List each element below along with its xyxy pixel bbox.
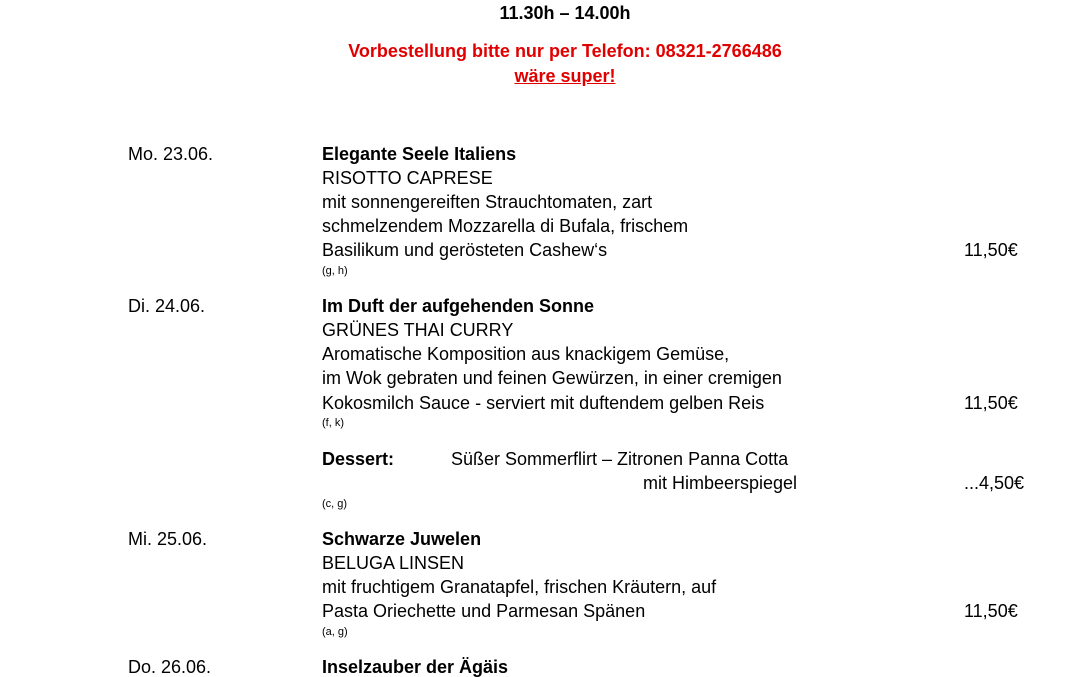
dish-description-line: schmelzendem Mozzarella di Bufala, frischem bbox=[322, 216, 689, 236]
dish-title: Inselzauber der Ägäis bbox=[322, 657, 509, 677]
dish-description-line: Pasta Oriechette und Parmesan Spänen bbox=[322, 601, 646, 621]
dessert-name: Süßer Sommerflirt – Zitronen Panna Cotta bbox=[451, 449, 789, 469]
dish-description-line: Basilikum und gerösteten Cashew‘s bbox=[322, 240, 608, 260]
day-label: Mi. 25.06. bbox=[128, 529, 208, 549]
dish-title: Im Duft der aufgehenden Sonne bbox=[322, 296, 595, 316]
opening-hours: 11.30h – 14.00h bbox=[499, 3, 631, 23]
day-label: Di. 24.06. bbox=[128, 296, 206, 316]
dish-name: GRÜNES THAI CURRY bbox=[322, 320, 514, 340]
dessert-name-continued: mit Himbeerspiegel bbox=[643, 473, 798, 493]
dish-description-line: im Wok gebraten und feinen Gewürzen, in einer cremigen bbox=[322, 368, 782, 388]
dish-description-line: Kokosmilch Sauce - serviert mit duftendem gelben Reis bbox=[322, 393, 765, 413]
allergen-codes: (g, h) bbox=[322, 265, 348, 277]
allergen-codes: (c, g) bbox=[322, 498, 348, 510]
preorder-notice-phone: Vorbestellung bitte nur per Telefon: 08321-2766486 bbox=[348, 41, 782, 61]
dish-price: 11,50€ bbox=[964, 601, 1018, 621]
dessert-label: Dessert: bbox=[322, 449, 395, 469]
dish-title: Schwarze Juwelen bbox=[322, 529, 482, 549]
dish-description-line: mit sonnengereiften Strauchtomaten, zart bbox=[322, 192, 653, 212]
dish-name: RISOTTO CAPRESE bbox=[322, 168, 493, 188]
allergen-codes: (f, k) bbox=[322, 417, 344, 429]
dessert-price: ...4,50€ bbox=[964, 473, 1025, 493]
dish-description-line: Aromatische Komposition aus knackigem Gemüse, bbox=[322, 344, 730, 364]
dish-price: 11,50€ bbox=[964, 393, 1018, 413]
dish-description-line: mit fruchtigem Granatapfel, frischen Kräutern, auf bbox=[322, 577, 717, 597]
allergen-codes: (a, g) bbox=[322, 626, 348, 638]
day-label: Do. 26.06. bbox=[128, 657, 212, 677]
preorder-notice bbox=[0, 39, 1080, 89]
dish-price: 11,50€ bbox=[964, 240, 1018, 260]
dish-name: BELUGA LINSEN bbox=[322, 553, 465, 573]
dish-title: Elegante Seele Italiens bbox=[322, 144, 517, 164]
preorder-notice-note: wäre super! bbox=[514, 66, 616, 86]
day-label: Mo. 23.06. bbox=[128, 144, 214, 164]
